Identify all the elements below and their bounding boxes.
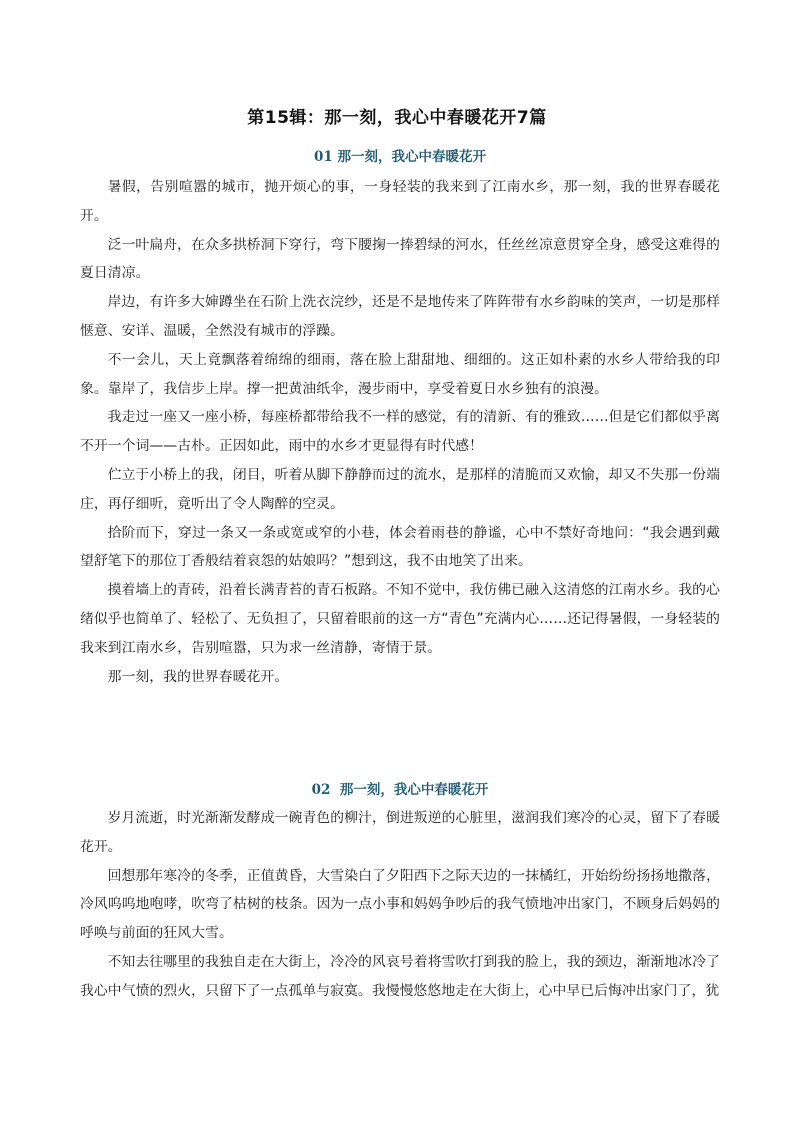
paragraph: 那一刻，我的世界春暖花开。 <box>107 668 289 685</box>
paragraph: 泛一叶扁舟，在众多拱桥洞下穿行，弯下腰掬一捧碧绿的河水，任丝丝凉意贯穿全身，感受这难得的夏日清凉。 <box>80 236 720 282</box>
article-section-1 <box>80 146 720 691</box>
article-body <box>80 804 720 1006</box>
paragraph: 不知去往哪里的我独自走在大街上，冷冷的风哀号着将雪吹打到我的脸上，我的颈边，渐渐地冰冷了我心中气愤的烈火，只留下了一点孤单与寂寞。我慢慢悠悠地走在大街上，心中早已后悔冲出家门了，犹 <box>80 953 720 999</box>
article-heading-text: 那一刻，我心中春暖花开 <box>337 149 486 165</box>
paragraph: 岸边，有许多大婶蹲坐在石阶上洗衣浣纱，还是不是地传来了阵阵带有水乡韵味的笑声，一切是那样惬意、安详、温暖，全然没有城市的浮躁。 <box>80 294 720 339</box>
article-heading <box>80 146 720 168</box>
article-section-2 <box>80 779 720 1006</box>
article-heading-text: 那一刻，我心中春暖花开 <box>339 782 489 798</box>
paragraph: 不一会儿，天上竟飘落着绵绵的细雨，落在脸上甜甜地、细细的。这正如朴素的水乡人带给我的印象。靠岸了，我信步上岸。撑一把黄油纸伞，漫步雨中，享受着夏日水乡独有的浪漫。 <box>80 351 720 397</box>
paragraph: 岁月流逝，时光渐渐发酵成一碗青色的柳汁，倒进叛逆的心脏里，滋润我们寒冷的心灵，留下了春暖花开。 <box>80 810 720 855</box>
article-number: 01 <box>314 149 333 165</box>
paragraph: 摸着墙上的青砖，沿着长满青苔的青石板路。不知不觉中，我仿佛已融入这清悠的江南水乡。我的心绪似乎也简单了、轻松了、无负担了，只留着眼前的这一方“青色”充满内心……还记得暑假，一身轻装的我来到江南水乡，告别喧嚣，只为求一丝清静，寄情于景。 <box>80 582 720 656</box>
paragraph: 伫立于小桥上的我，闭目，听着从脚下静静而过的流水，是那样的清脆而又欢愉，却又不失那一份端庄，再仔细听，竟听出了令人陶醉的空灵。 <box>80 466 720 512</box>
paragraph: 我走过一座又一座小桥，每座桥都带给我不一样的感觉，有的清新、有的雅致……但是它们都似乎离不开一个词——古朴。正因如此，雨中的水乡才更显得有时代感！ <box>80 409 720 455</box>
article-heading <box>80 779 720 801</box>
paragraph: 暑假，告别喧嚣的城市，抛开烦心的事，一身轻装的我来到了江南水乡，那一刻，我的世界春暖花开。 <box>80 179 720 224</box>
article-body <box>80 173 720 691</box>
paragraph: 回想那年寒冷的冬季，正值黄昏，大雪染白了夕阳西下之际天边的一抹橘红，开始纷纷扬扬地撒落，冷风呜呜地咆哮，吹弯了枯树的枝条。因为一点小事和妈妈争吵后的我气愤地冲出家门，不顾身后妈妈的呼唤与前面的狂风大雪。 <box>80 867 720 942</box>
paragraph: 拾阶而下，穿过一条又一条或宽或窄的小巷，体会着雨巷的静谧，心中不禁好奇地问：“我会遇到戴望舒笔下的那位丁香般结着哀怨的姑娘吗？”想到这，我不由地笑了出来。 <box>80 524 720 570</box>
article-number: 02 <box>311 782 331 798</box>
document-title: 第15辑：那一刻，我心中春暖花开7篇 <box>247 108 547 128</box>
